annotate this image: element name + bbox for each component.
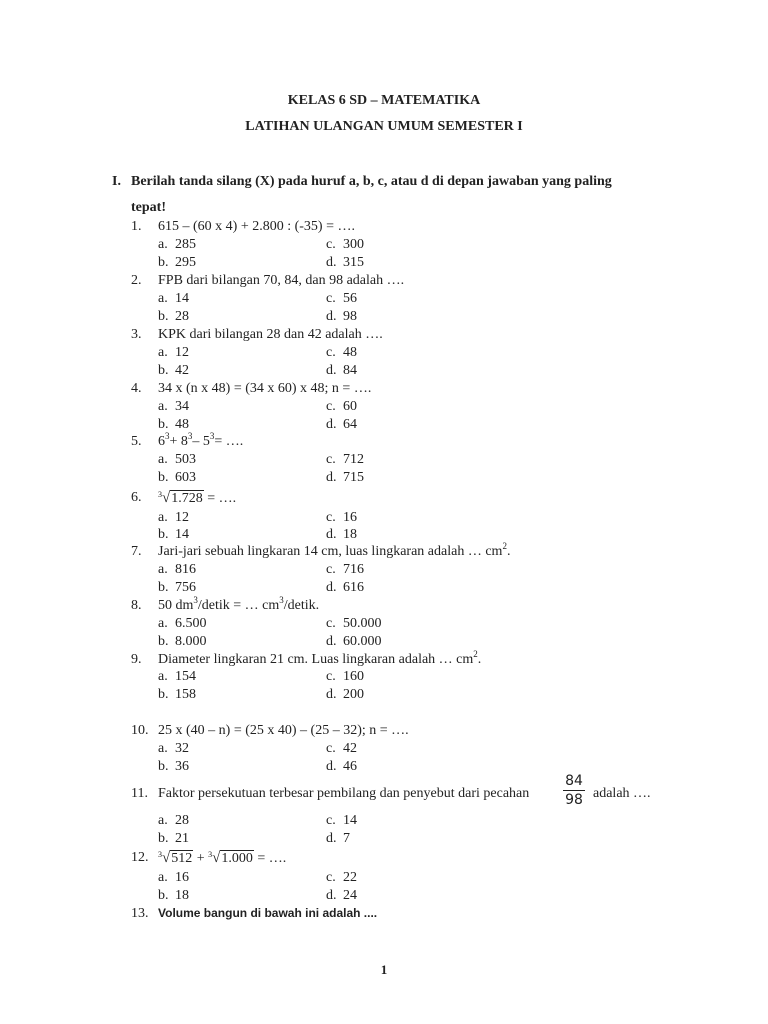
option-b (158, 687, 196, 703)
option-value: 16 (175, 870, 189, 885)
option-value: 300 (343, 237, 364, 252)
option-value: 616 (343, 580, 364, 595)
option-letter: c. (326, 237, 336, 252)
option-value: 34 (175, 399, 189, 414)
option-letter: b. (158, 255, 169, 270)
option-letter: a. (158, 510, 168, 525)
option-value: 158 (175, 687, 196, 702)
option-c (326, 741, 357, 757)
option-b (158, 527, 189, 543)
option-letter: d. (326, 634, 337, 649)
option-d (326, 580, 364, 596)
option-d (326, 634, 382, 650)
option-value: 48 (343, 345, 357, 360)
question-text: Faktor persekutuan terbesar pembilang dan penyebut dari pecahan (158, 786, 530, 801)
option-value: 14 (175, 527, 189, 542)
cube-root: $^3$√1.728 (158, 490, 203, 506)
page-number: 1 (380, 962, 388, 977)
option-c (326, 616, 382, 632)
option-b (158, 759, 189, 775)
page-subtitle: LATIHAN ULANGAN UMUM SEMESTER I (245, 119, 523, 134)
instruction-line-1: Berilah tanda silang (X) pada huruf a, b, c, atau d di depan jawaban yang paling (131, 174, 612, 189)
option-value: 603 (175, 470, 196, 485)
question-number: 3. (131, 327, 142, 342)
question-number: 13. (131, 906, 149, 921)
option-value: 42 (343, 741, 357, 756)
option-value: 200 (343, 687, 364, 702)
option-letter: d. (326, 470, 337, 485)
question-text: 615 – (60 x 4) + 2.800 : (-35) = …. (158, 219, 355, 234)
cube-root: $^3$√1.000 (208, 850, 253, 866)
option-letter: b. (158, 363, 169, 378)
option-letter: d. (326, 527, 337, 542)
option-d (326, 417, 357, 433)
question-number: 2. (131, 273, 142, 288)
option-letter: c. (326, 399, 336, 414)
option-value: 6.500 (175, 616, 207, 631)
option-letter: d. (326, 687, 337, 702)
option-letter: a. (158, 399, 168, 414)
option-value: 154 (175, 669, 196, 684)
option-letter: c. (326, 562, 336, 577)
option-letter: a. (158, 291, 168, 306)
option-letter: a. (158, 452, 168, 467)
option-value: 295 (175, 255, 196, 270)
option-letter: c. (326, 345, 336, 360)
option-a (158, 669, 196, 685)
option-letter: d. (326, 888, 337, 903)
option-value: 160 (343, 669, 364, 684)
option-value: 48 (175, 417, 189, 432)
option-value: 22 (343, 870, 357, 885)
option-b (158, 470, 196, 486)
option-value: 24 (343, 888, 357, 903)
option-value: 36 (175, 759, 189, 774)
option-letter: d. (326, 363, 337, 378)
option-d (326, 831, 350, 847)
option-c (326, 870, 357, 886)
option-b (158, 888, 189, 904)
option-value: 285 (175, 237, 196, 252)
question-number: 11. (131, 786, 148, 801)
option-c (326, 562, 364, 578)
option-b (158, 580, 196, 596)
option-letter: b. (158, 470, 169, 485)
option-letter: c. (326, 870, 336, 885)
question-text: $6^3+ 8^3-$ $5^3=$ …. (158, 431, 244, 449)
option-a (158, 237, 196, 253)
option-letter: c. (326, 510, 336, 525)
option-d (326, 759, 357, 775)
option-a (158, 399, 189, 415)
option-a (158, 291, 189, 307)
option-value: 60 (343, 399, 357, 414)
option-value: 14 (175, 291, 189, 306)
option-c (326, 669, 364, 685)
question-text: 25 x (40 – n) = (25 x 40) – (25 – 32); n = …. (158, 723, 409, 738)
question-text: $^3$√512 + $^3$√1.000 = …. (158, 850, 287, 866)
option-letter: d. (326, 417, 337, 432)
page-title: KELAS 6 SD – MATEMATIKA (287, 93, 481, 108)
option-letter: b. (158, 309, 169, 324)
question-text: Volume bangun di bawah ini adalah .... (158, 906, 378, 920)
cube-root: $^3$√512 (158, 850, 193, 866)
option-value: 12 (175, 345, 189, 360)
option-letter: b. (158, 634, 169, 649)
option-a (158, 345, 189, 361)
option-letter: d. (326, 255, 337, 270)
option-value: 32 (175, 741, 189, 756)
question-text: Jari-jari sebuah lingkaran 14 cm, luas lingkaran adalah … $cm^2$. (158, 541, 511, 559)
option-c (326, 345, 357, 361)
option-d (326, 255, 364, 271)
question-text: KPK dari bilangan 28 dan 42 adalah …. (158, 327, 383, 342)
question-number: 4. (131, 381, 142, 396)
option-a (158, 741, 189, 757)
section-number: I. (112, 174, 121, 189)
question-number: 6. (131, 490, 142, 505)
option-value: 315 (343, 255, 364, 270)
option-c (326, 813, 357, 829)
option-letter: a. (158, 741, 168, 756)
option-c (326, 237, 364, 253)
question-number: 7. (131, 544, 142, 559)
option-value: 756 (175, 580, 196, 595)
question-text-tail: adalah …. (593, 786, 651, 801)
option-d (326, 363, 357, 379)
option-letter: b. (158, 527, 169, 542)
option-value: 21 (175, 831, 189, 846)
option-letter: b. (158, 580, 169, 595)
option-letter: b. (158, 888, 169, 903)
option-b (158, 255, 196, 271)
option-a (158, 510, 189, 526)
option-b (158, 363, 189, 379)
option-letter: b. (158, 417, 169, 432)
question-text: 34 x (n x 48) = (34 x 60) x 48; n = …. (158, 381, 372, 396)
option-d (326, 470, 364, 486)
fraction-numerator: 84 (563, 773, 585, 791)
option-letter: b. (158, 831, 169, 846)
question-text: Diameter lingkaran 21 cm. Luas lingkaran adalah … $cm^2$. (158, 649, 482, 667)
option-letter: d. (326, 309, 337, 324)
option-value: 716 (343, 562, 364, 577)
question-number: 10. (131, 723, 149, 738)
option-value: 28 (175, 309, 189, 324)
option-c (326, 291, 357, 307)
option-value: 503 (175, 452, 196, 467)
question-text: $^3$√1.728 = …. (158, 490, 237, 506)
fraction-denominator: 98 (565, 792, 583, 808)
question-text: 50 $dm^3$/detik = … $cm^3$/detik. (158, 595, 320, 613)
option-letter: c. (326, 741, 336, 756)
option-letter: c. (326, 616, 336, 631)
option-b (158, 831, 189, 847)
option-a (158, 452, 196, 468)
option-letter: c. (326, 291, 336, 306)
question-number: 5. (131, 434, 142, 449)
option-letter: d. (326, 759, 337, 774)
option-value: 56 (343, 291, 357, 306)
option-letter: c. (326, 452, 336, 467)
option-value: 715 (343, 470, 364, 485)
option-value: 7 (343, 831, 350, 846)
option-letter: d. (326, 831, 337, 846)
option-value: 84 (343, 363, 357, 378)
fraction (563, 773, 585, 808)
option-value: 816 (175, 562, 196, 577)
option-letter: a. (158, 237, 168, 252)
option-value: 16 (343, 510, 357, 525)
option-c (326, 510, 357, 526)
question-text: FPB dari bilangan 70, 84, dan 98 adalah …. (158, 273, 405, 288)
option-letter: b. (158, 759, 169, 774)
option-letter: d. (326, 580, 337, 595)
option-value: 712 (343, 452, 364, 467)
option-letter: c. (326, 669, 336, 684)
option-c (326, 399, 357, 415)
option-letter: a. (158, 562, 168, 577)
question-number: 8. (131, 598, 142, 613)
option-d (326, 687, 364, 703)
option-value: 14 (343, 813, 357, 828)
option-letter: a. (158, 870, 168, 885)
question-number: 12. (131, 850, 149, 865)
option-b (158, 309, 189, 325)
option-a (158, 616, 207, 632)
option-value: 60.000 (343, 634, 382, 649)
option-b (158, 634, 207, 650)
option-letter: c. (326, 813, 336, 828)
option-value: 98 (343, 309, 357, 324)
option-letter: a. (158, 345, 168, 360)
option-letter: a. (158, 669, 168, 684)
option-letter: a. (158, 813, 168, 828)
option-value: 42 (175, 363, 189, 378)
question-number: 1. (131, 219, 142, 234)
option-value: 46 (343, 759, 357, 774)
option-a (158, 813, 189, 829)
option-value: 50.000 (343, 616, 382, 631)
option-letter: b. (158, 687, 169, 702)
option-value: 8.000 (175, 634, 207, 649)
option-d (326, 888, 357, 904)
instruction-line-2: tepat! (131, 200, 166, 215)
option-value: 28 (175, 813, 189, 828)
option-value: 12 (175, 510, 189, 525)
option-a (158, 870, 189, 886)
option-value: 18 (175, 888, 189, 903)
option-letter: a. (158, 616, 168, 631)
option-value: 64 (343, 417, 357, 432)
question-number: 9. (131, 652, 142, 667)
option-d (326, 527, 357, 543)
option-a (158, 562, 196, 578)
option-b (158, 417, 189, 433)
option-value: 18 (343, 527, 357, 542)
option-c (326, 452, 364, 468)
option-d (326, 309, 357, 325)
